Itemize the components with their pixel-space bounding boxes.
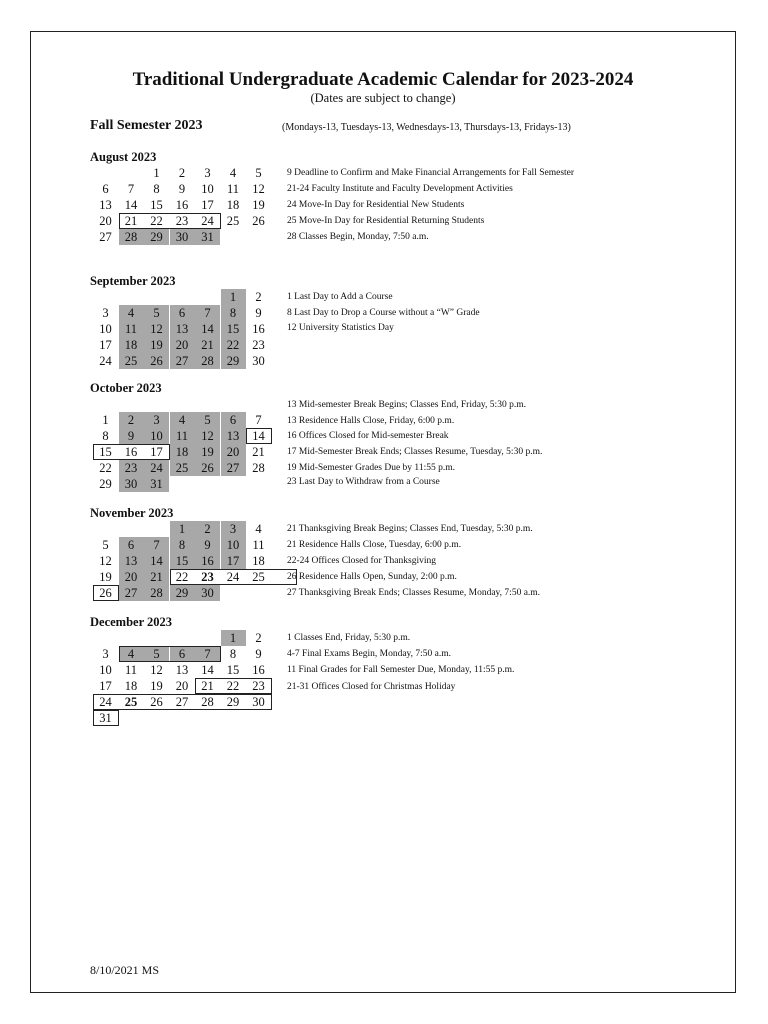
calendar-day: 30 [252, 695, 265, 709]
calendar-day: 10 [201, 182, 214, 196]
calendar-day: 1 [170, 521, 195, 537]
calendar-day: 24 [226, 570, 240, 584]
event-text: 17 Mid-Semester Break Ends; Classes Resume, Tuesday, 5:30 p.m. [287, 447, 543, 457]
calendar-day: 27 [170, 353, 195, 369]
calendar-day: 15 [221, 321, 246, 337]
event-text: 11 Final Grades for Fall Semester Due, Monday, 11:55 p.m. [287, 665, 515, 675]
calendar-day: 16 [124, 445, 138, 459]
calendar-day: 20 [175, 679, 189, 693]
calendar-day: 31 [195, 229, 220, 245]
event-text: 13 Residence Halls Close, Friday, 6:00 p.m. [287, 416, 455, 426]
calendar-day: 25 [252, 570, 265, 584]
calendar-day: 30 [119, 476, 144, 492]
calendar-day: 18 [124, 679, 138, 693]
calendar-day: 16 [252, 663, 265, 677]
calendar-day: 13 [119, 553, 144, 569]
calendar-day: 22 [221, 337, 246, 353]
event-text: 21-31 Offices Closed for Christmas Holiday [287, 682, 456, 692]
calendar-day: 13 [99, 198, 112, 212]
calendar-day: 15 [99, 445, 112, 459]
calendar-day: 27 [119, 585, 144, 601]
calendar-day: 2 [255, 290, 262, 304]
calendar-day: 4 [255, 522, 262, 536]
calendar-day: 11 [119, 321, 144, 337]
calendar-day: 11 [252, 538, 265, 552]
calendar-day: 29 [226, 695, 240, 709]
calendar-day: 28 [195, 353, 220, 369]
calendar-day: 15 [226, 663, 240, 677]
event-text: 24 Move-In Day for Residential New Students [287, 200, 465, 210]
calendar-day: 26 [144, 353, 169, 369]
event-text: 16 Offices Closed for Mid-semester Break [287, 431, 449, 441]
calendar-day: 11 [124, 663, 138, 677]
calendar-day: 12 [195, 428, 220, 444]
calendar-day: 27 [99, 230, 112, 244]
calendar-day: 21 [252, 445, 265, 459]
calendar-day: 20 [99, 214, 112, 228]
page-subtitle: (Dates are subject to change) [310, 91, 456, 105]
calendar-day: 16 [252, 322, 265, 336]
page-title: Traditional Undergraduate Academic Calendar for 2023-2024 [132, 69, 634, 90]
semester-title: Fall Semester 2023 [90, 118, 203, 133]
calendar-day: 25 [170, 460, 195, 476]
calendar-day: 26 [150, 695, 163, 709]
calendar-day: 6 [119, 537, 144, 553]
calendar-day: 21 [124, 214, 138, 228]
calendar-day: 4 [170, 412, 195, 428]
calendar-day: 27 [175, 695, 189, 709]
calendar-day: 8 [102, 429, 109, 443]
month-name-december: December 2023 [90, 615, 173, 629]
calendar-day: 20 [221, 444, 246, 460]
event-text: 12 University Statistics Day [287, 323, 394, 333]
calendar-day: 25 [119, 353, 144, 369]
event-text: 26 Residence Halls Open, Sunday, 2:00 p.m. [287, 572, 457, 582]
calendar-day: 6 [170, 305, 195, 321]
event-text: 19 Mid-Semester Grades Due by 11:55 p.m. [287, 463, 455, 473]
calendar-day: 13 [170, 321, 195, 337]
event-text: 25 Move-In Day for Residential Returning Students [287, 216, 485, 226]
month-name-october: October 2023 [90, 381, 162, 395]
calendar-day: 3 [204, 166, 211, 180]
event-text: 1 Last Day to Add a Course [287, 292, 393, 302]
calendar-day: 28 [144, 585, 169, 601]
calendar-day: 22 [150, 214, 163, 228]
calendar-day: 26 [252, 214, 265, 228]
calendar-day: 19 [150, 679, 163, 693]
calendar-day: 27 [221, 460, 246, 476]
month-name-august: August 2023 [90, 150, 157, 164]
calendar-day: 5 [195, 412, 220, 428]
calendar-day: 7 [195, 646, 220, 662]
calendar-day: 17 [150, 445, 163, 459]
event-text: 22-24 Offices Closed for Thanksgiving [287, 556, 436, 566]
footer-date: 8/10/2021 MS [90, 963, 160, 977]
calendar-day: 24 [99, 695, 112, 709]
calendar-day: 16 [195, 553, 220, 569]
calendar-day: 2 [119, 412, 144, 428]
calendar-day: 11 [170, 428, 195, 444]
calendar-day: 7 [127, 182, 135, 196]
calendar-day: 5 [255, 166, 262, 180]
calendar-day: 20 [170, 337, 195, 353]
calendar-day: 5 [144, 305, 169, 321]
calendar-day: 26 [195, 460, 220, 476]
calendar-day: 28 [119, 229, 144, 245]
calendar-day: 1 [221, 289, 246, 305]
calendar-day: 23 [201, 570, 214, 584]
event-text: 27 Thanksgiving Break Ends; Classes Resume, Monday, 7:50 a.m. [287, 588, 541, 598]
calendar-day: 12 [252, 182, 265, 196]
calendar-day: 15 [150, 198, 163, 212]
calendar-day: 26 [99, 586, 112, 600]
calendar-day: 14 [124, 198, 138, 212]
calendar-day: 1 [221, 630, 246, 646]
calendar-day: 21 [144, 569, 169, 585]
calendar-day: 8 [170, 537, 195, 553]
calendar-day: 2 [255, 631, 262, 645]
calendar-day: 24 [144, 460, 169, 476]
event-text: 9 Deadline to Confirm and Make Financial Arrangements for Fall Semester [287, 168, 575, 178]
calendar-day: 21 [195, 337, 220, 353]
calendar-day: 29 [170, 585, 195, 601]
calendar-day: 14 [195, 321, 220, 337]
calendar-day: 11 [226, 182, 240, 196]
calendar-day: 18 [252, 554, 265, 568]
event-text: 21 Residence Halls Close, Tuesday, 6:00 p.m. [287, 540, 462, 550]
calendar-day: 7 [195, 305, 220, 321]
calendar-day: 31 [99, 711, 112, 725]
calendar-day: 15 [170, 553, 195, 569]
calendar-day: 19 [144, 337, 169, 353]
calendar-day: 19 [99, 570, 112, 584]
semester-day-counts: (Mondays-13, Tuesdays-13, Wednesdays-13, Thursdays-13, Fridays-13) [282, 122, 571, 133]
month-name-november: November 2023 [90, 506, 174, 520]
calendar-day: 21 [201, 679, 214, 693]
event-text: 4-7 Final Exams Begin, Monday, 7:50 a.m. [287, 649, 452, 659]
calendar-day: 20 [119, 569, 144, 585]
calendar-day: 4 [119, 646, 144, 662]
calendar-day: 8 [153, 182, 160, 196]
calendar-day: 2 [178, 166, 186, 180]
event-text: 21 Thanksgiving Break Begins; Classes End, Tuesday, 5:30 p.m. [287, 524, 533, 534]
calendar-day: 9 [119, 428, 144, 444]
calendar-day: 17 [99, 338, 112, 352]
calendar-day: 24 [201, 214, 214, 228]
calendar-day: 19 [195, 444, 220, 460]
calendar-day: 3 [102, 306, 109, 320]
calendar-day: 14 [201, 663, 214, 677]
calendar-day: 30 [252, 354, 265, 368]
calendar-day: 29 [99, 477, 112, 491]
calendar-day: 28 [201, 695, 214, 709]
calendar-day: 25 [124, 695, 138, 709]
calendar-day: 13 [175, 663, 189, 677]
calendar-day: 24 [99, 354, 112, 368]
month-name-september: September 2023 [90, 274, 176, 288]
calendar-day: 9 [255, 306, 262, 320]
calendar-day: 14 [144, 553, 169, 569]
event-text: 13 Mid-semester Break Begins; Classes End, Friday, 5:30 p.m. [287, 400, 526, 410]
calendar-day: 6 [102, 182, 109, 196]
calendar-day: 28 [252, 461, 265, 475]
calendar-day: 23 [252, 338, 265, 352]
event-text: 28 Classes Begin, Monday, 7:50 a.m. [287, 232, 429, 242]
calendar-day: 4 [229, 166, 237, 180]
calendar-day: 29 [221, 353, 246, 369]
calendar-day: 9 [255, 647, 262, 661]
calendar-day: 5 [144, 646, 169, 662]
calendar-day: 4 [119, 305, 144, 321]
calendar-day: 18 [170, 444, 195, 460]
calendar-day: 8 [221, 305, 246, 321]
calendar-day: 7 [255, 413, 262, 427]
calendar-day: 31 [144, 476, 169, 492]
calendar-day: 10 [99, 663, 112, 677]
calendar-day: 6 [221, 412, 246, 428]
calendar-day: 5 [102, 538, 109, 552]
calendar-day: 22 [226, 679, 240, 693]
calendar-day: 23 [119, 460, 144, 476]
calendar-day: 13 [221, 428, 246, 444]
calendar-day: 6 [170, 646, 195, 662]
calendar-day: 30 [195, 585, 220, 601]
calendar-day: 29 [144, 229, 169, 245]
event-text: 21-24 Faculty Institute and Faculty Development Activities [287, 184, 513, 194]
calendar-day: 2 [195, 521, 220, 537]
event-text: 23 Last Day to Withdraw from a Course [287, 477, 440, 487]
calendar-day: 23 [175, 214, 189, 228]
calendar-day: 17 [201, 198, 214, 212]
calendar-day: 14 [252, 429, 265, 443]
calendar-day: 3 [221, 521, 246, 537]
calendar-day: 25 [226, 214, 240, 228]
calendar-day: 1 [153, 166, 160, 180]
calendar-day: 18 [226, 198, 240, 212]
calendar-day: 3 [102, 647, 109, 661]
calendar-day: 1 [102, 413, 109, 427]
calendar-day: 8 [229, 647, 237, 661]
event-text: 1 Classes End, Friday, 5:30 p.m. [287, 633, 411, 643]
calendar-day: 16 [175, 198, 189, 212]
calendar-day: 10 [99, 322, 112, 336]
calendar-day: 10 [221, 537, 246, 553]
calendar-day: 23 [252, 679, 265, 693]
calendar-day: 17 [221, 553, 246, 569]
calendar-day: 9 [195, 537, 220, 553]
calendar-day: 19 [252, 198, 265, 212]
event-text: 8 Last Day to Drop a Course without a “W” Grade [287, 308, 480, 318]
calendar-day: 12 [99, 554, 112, 568]
calendar-day: 22 [99, 461, 112, 475]
calendar-day: 3 [144, 412, 169, 428]
calendar-day: 22 [175, 570, 189, 584]
calendar-day: 17 [99, 679, 112, 693]
calendar-day: 12 [150, 663, 163, 677]
calendar-day: 7 [144, 537, 169, 553]
calendar-day: 30 [170, 229, 195, 245]
calendar-day: 9 [178, 182, 186, 196]
calendar-day: 10 [144, 428, 169, 444]
calendar-day: 12 [144, 321, 169, 337]
calendar-day: 18 [119, 337, 144, 353]
